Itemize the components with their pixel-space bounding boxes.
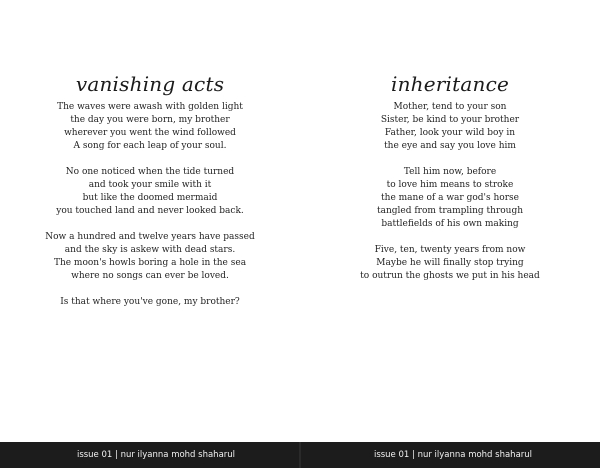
- poem-line: tangled from trampling through: [376, 206, 524, 216]
- poem-line: No one noticed when the tide turned: [65, 167, 235, 177]
- left-page: [0, 0, 300, 442]
- stanza: [0, 101, 300, 153]
- poem-line: Five, ten, twenty years from now: [374, 245, 526, 255]
- poem-title: inheritance: [390, 72, 510, 96]
- poem-line: the eye and say you love him: [384, 141, 516, 151]
- stanza: [300, 244, 600, 283]
- stanza: [300, 101, 600, 153]
- poem-line: where no songs can ever be loved.: [71, 271, 229, 281]
- poem-line: and took your smile with it: [88, 180, 212, 190]
- stanza: [0, 296, 300, 309]
- poem-line: to outrun the ghosts we put in his head: [360, 271, 540, 281]
- poem-line: the mane of a war god's horse: [381, 193, 519, 203]
- stanza: [300, 166, 600, 231]
- poem-line: The waves were awash with golden light: [57, 102, 243, 112]
- poem-title: vanishing acts: [75, 72, 225, 96]
- poem-line: Is that where you've gone, my brother?: [60, 297, 240, 307]
- poem-line: wherever you went the wind followed: [64, 128, 236, 138]
- footer-credit-right: issue 01 | nur ilyanna mohd shaharul: [373, 450, 533, 460]
- poem-line: Maybe he will finally stop trying: [376, 258, 524, 268]
- poem-line: Father, look your wild boy in: [384, 128, 516, 138]
- poem-line: battlefields of his own making: [381, 219, 519, 229]
- poem-line: Sister, be kind to your brother: [380, 115, 520, 125]
- right-page: [300, 0, 600, 442]
- stanza: [0, 166, 300, 218]
- footer-bar: [0, 442, 600, 468]
- poem-line: The moon's howls boring a hole in the sea: [53, 258, 247, 268]
- stanza: [0, 231, 300, 283]
- poem-line: A song for each leap of your soul.: [73, 141, 227, 151]
- poem-line: Now a hundred and twelve years have passed: [45, 232, 255, 242]
- poem-line: you touched land and never looked back.: [56, 206, 244, 216]
- poem-body: [0, 101, 300, 322]
- poem-line: to love him means to stroke: [386, 180, 514, 190]
- poem-line: but like the doomed mermaid: [82, 193, 218, 203]
- poem-line: Tell him now, before: [403, 167, 497, 177]
- poem-line: Mother, tend to your son: [393, 102, 507, 112]
- footer-credit-left: issue 01 | nur ilyanna mohd shaharul: [76, 450, 236, 460]
- poem-body: [300, 101, 600, 296]
- poem-line: the day you were born, my brother: [70, 115, 230, 125]
- poem-line: and the sky is askew with dead stars.: [64, 245, 236, 255]
